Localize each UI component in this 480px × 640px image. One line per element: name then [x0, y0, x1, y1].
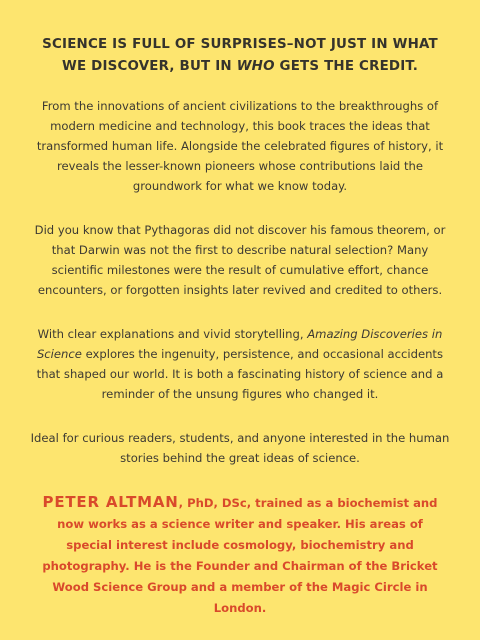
headline-part-1: SCIENCE IS FULL OF SURPRISES–NOT JUST IN WHAT WE DISCOVER, BUT IN [42, 37, 438, 74]
headline-part-2: GETS THE CREDIT. [274, 59, 419, 74]
description-paragraph-2: Did you know that Pythagoras did not discover his famous theorem, or that Darwin was not the first to describe natural selection? Many scientific milestones were the result of cumulative effort, chance encounters, or forgotten insights later revived and credited to others. [34, 223, 446, 297]
headline-emphasis: WHO [236, 59, 275, 74]
paragraph-3-rest: explores the ingenuity, persistence, and occasional accidents that shaped our world. It is both a fascinating history of science and a reminder of the unsung figures who changed it. [36, 347, 444, 401]
author-bio [34, 492, 446, 619]
description-paragraph-3 [30, 324, 450, 404]
description-paragraph-4: Ideal for curious readers, students, and anyone interested in the human stories behind the great ideas of science. [30, 431, 450, 465]
description-paragraph-1: From the innovations of ancient civilizations to the breakthroughs of modern medicine and technology, this book traces the ideas that transformed human life. Alongside the celebrated figures of history, it reveals the lesser-known pioneers whose contributions laid the groundwork for what we know today. [36, 99, 444, 193]
book-title: Amazing Discoveries in Science [36, 327, 443, 361]
author-name: PETER ALTMAN [42, 493, 179, 511]
headline [30, 34, 450, 78]
paragraph-3-intro: With clear explanations and vivid storytelling, [37, 327, 308, 341]
author-bio-text: , PhD, DSc, trained as a biochemist and now works as a science writer and speaker. His areas of special interest include cosmology, biochemistry and photography. He is the Founder and Chairman of the Bricket Wood Science Group and a member of the Magic Circle in London. [42, 496, 438, 615]
